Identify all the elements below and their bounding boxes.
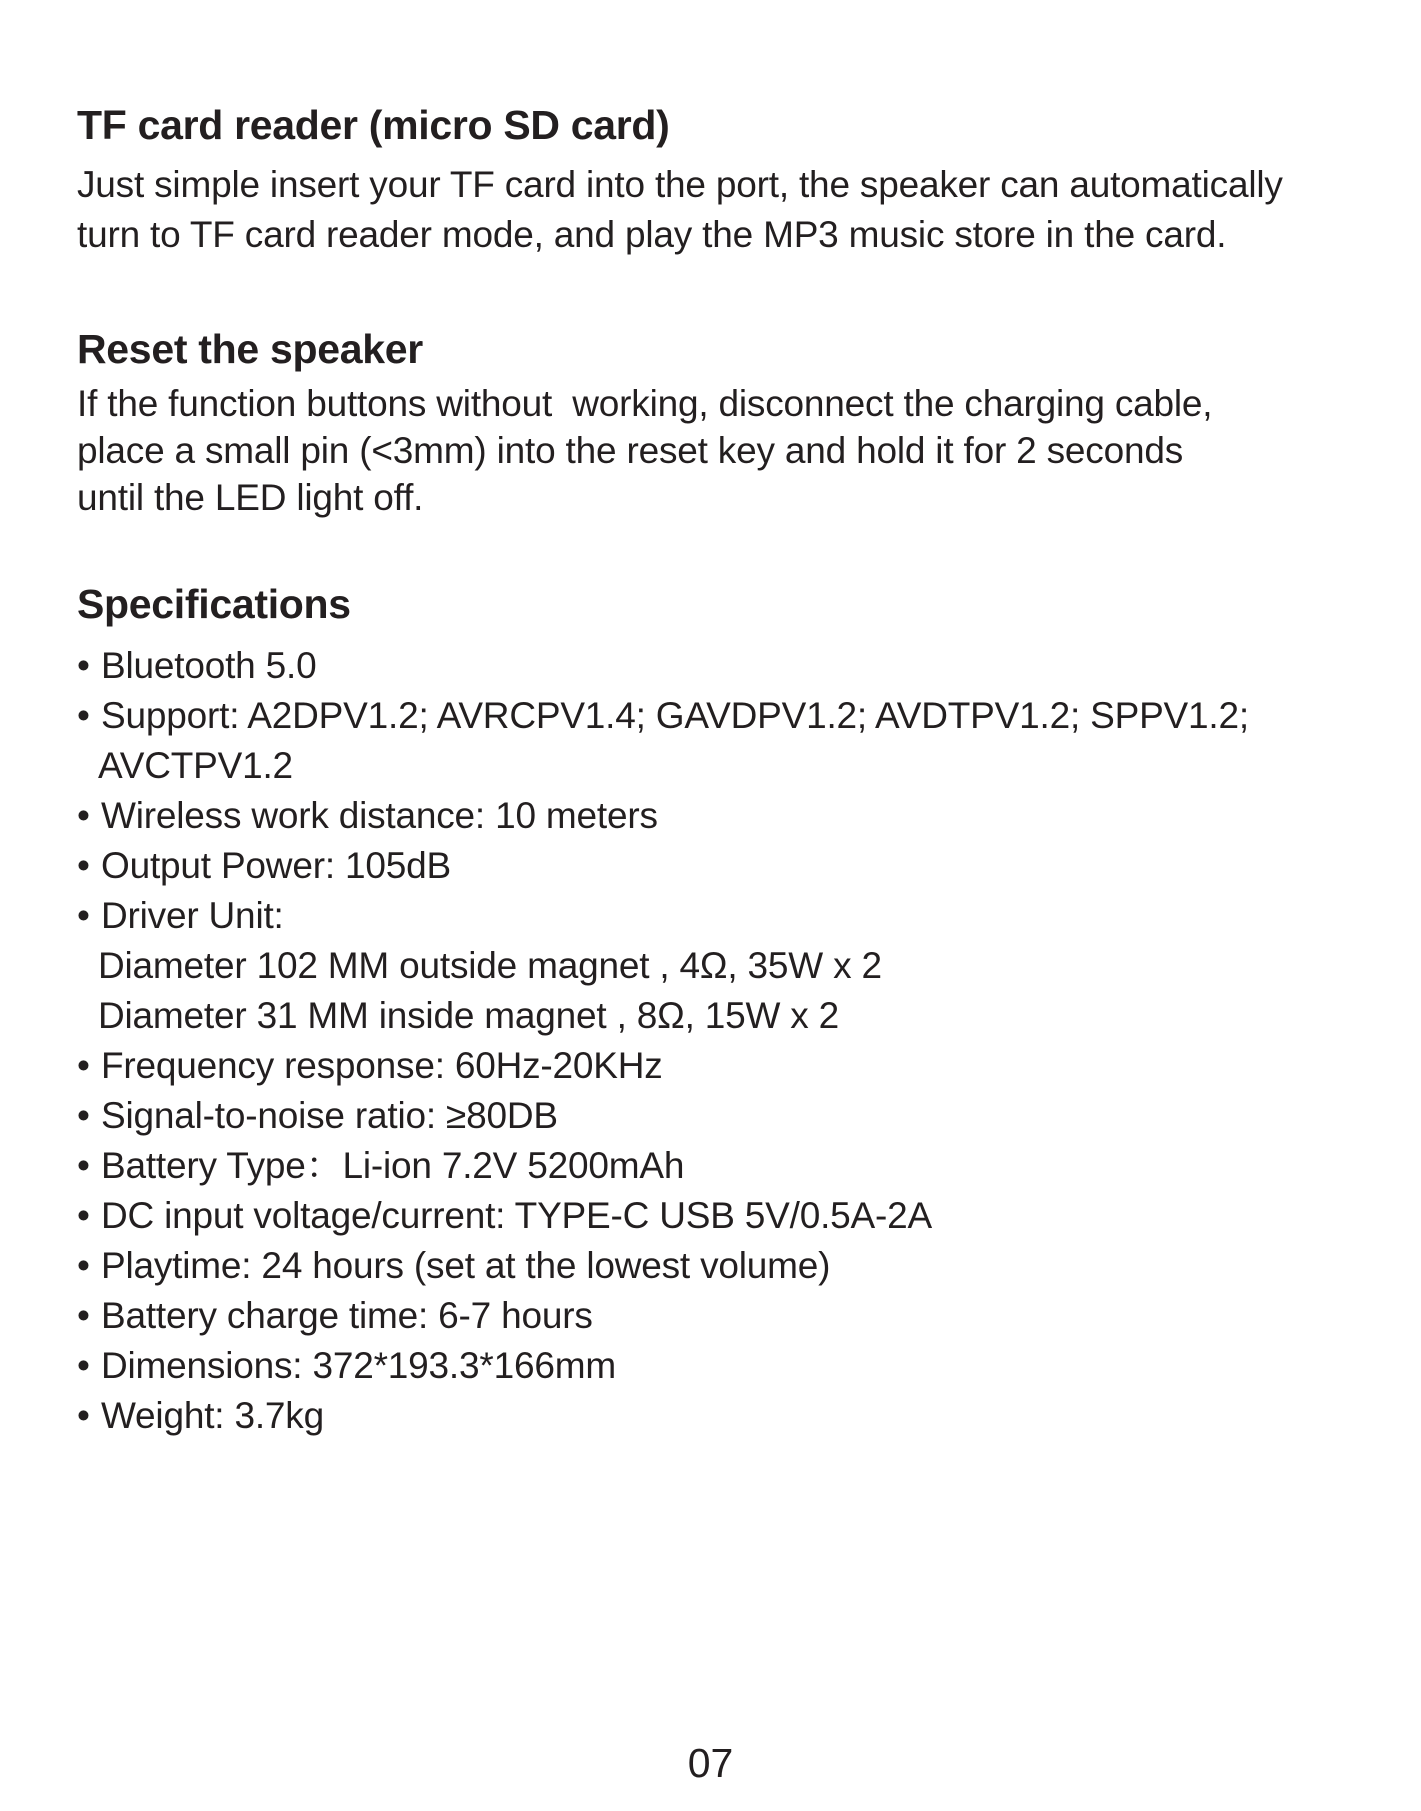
bullet-icon: •: [77, 1045, 90, 1086]
bullet-icon: •: [77, 1145, 90, 1186]
bullet-icon: •: [77, 895, 90, 936]
bullet-icon: •: [77, 645, 90, 686]
spec-item: [77, 1341, 1377, 1391]
spec-text: Wireless work distance: 10 meters: [101, 795, 658, 836]
manual-page: [77, 100, 1377, 1441]
spec-item: [77, 791, 1377, 841]
bullet-icon: •: [77, 695, 90, 736]
spec-item: [77, 841, 1377, 891]
paragraph-line: Just simple insert your TF card into the port, the speaker can automatically: [77, 164, 1283, 205]
spec-continuation: Diameter 31 MM inside magnet , 8Ω, 15W x 2: [98, 995, 840, 1036]
paragraph-line: If the function buttons without working, disconnect the charging cable,: [77, 383, 1213, 424]
spec-item: [77, 641, 1377, 691]
spec-item: [77, 1291, 1377, 1341]
spec-text: Dimensions: 372*193.3*166mm: [101, 1345, 616, 1386]
spec-continuation: Diameter 102 MM outside magnet , 4Ω, 35W x 2: [98, 945, 882, 986]
bullet-icon: •: [77, 1395, 90, 1436]
spec-text: Output Power: 105dB: [101, 845, 451, 886]
spec-continuation: AVCTPV1.2: [98, 745, 293, 786]
spec-text: Weight: 3.7kg: [101, 1395, 324, 1436]
paragraph-line: place a small pin (<3mm) into the reset key and hold it for 2 seconds: [77, 430, 1184, 471]
paragraph-line: turn to TF card reader mode, and play the MP3 music store in the card.: [77, 214, 1227, 255]
spec-text: Driver Unit:: [101, 895, 284, 936]
specifications-section: [77, 579, 1377, 1441]
spec-text: Playtime: 24 hours (set at the lowest volume): [101, 1245, 831, 1286]
specifications-list: [77, 641, 1377, 1441]
reset-heading: Reset the speaker: [77, 326, 423, 372]
spec-item: [77, 691, 1377, 791]
spec-item: [77, 1191, 1377, 1241]
spec-item: [77, 1141, 1377, 1191]
page-number: 07: [687, 1740, 734, 1786]
bullet-icon: •: [77, 1295, 90, 1336]
tf-card-heading: TF card reader (micro SD card): [77, 102, 670, 148]
spec-item: [77, 1241, 1377, 1291]
spec-text: DC input voltage/current: TYPE-C USB 5V/0.5A-2A: [101, 1195, 933, 1236]
specifications-heading: Specifications: [77, 581, 351, 627]
reset-section: [77, 324, 1377, 521]
tf-card-paragraph: [77, 160, 1377, 260]
spec-item: [77, 1041, 1377, 1091]
spec-item: [77, 891, 1377, 1041]
bullet-icon: •: [77, 795, 90, 836]
spec-item: [77, 1091, 1377, 1141]
spec-text: Frequency response: 60Hz-20KHz: [101, 1045, 663, 1086]
spec-text: Battery charge time: 6-7 hours: [101, 1295, 593, 1336]
bullet-icon: •: [77, 1245, 90, 1286]
spec-text: Signal-to-noise ratio: ≥80DB: [101, 1095, 558, 1136]
spec-text: Battery Type：Li-ion 7.2V 5200mAh: [101, 1145, 685, 1186]
bullet-icon: •: [77, 1095, 90, 1136]
bullet-icon: •: [77, 1195, 90, 1236]
bullet-icon: •: [77, 1345, 90, 1386]
paragraph-line: until the LED light off.: [77, 477, 424, 518]
spec-item: [77, 1391, 1377, 1441]
reset-paragraph: [77, 380, 1377, 521]
spec-text: Bluetooth 5.0: [101, 645, 317, 686]
bullet-icon: •: [77, 845, 90, 886]
tf-card-section: [77, 100, 1377, 260]
spec-text: Support: A2DPV1.2; AVRCPV1.4; GAVDPV1.2; AVDTPV1.2; SPPV1.2;: [101, 695, 1249, 736]
